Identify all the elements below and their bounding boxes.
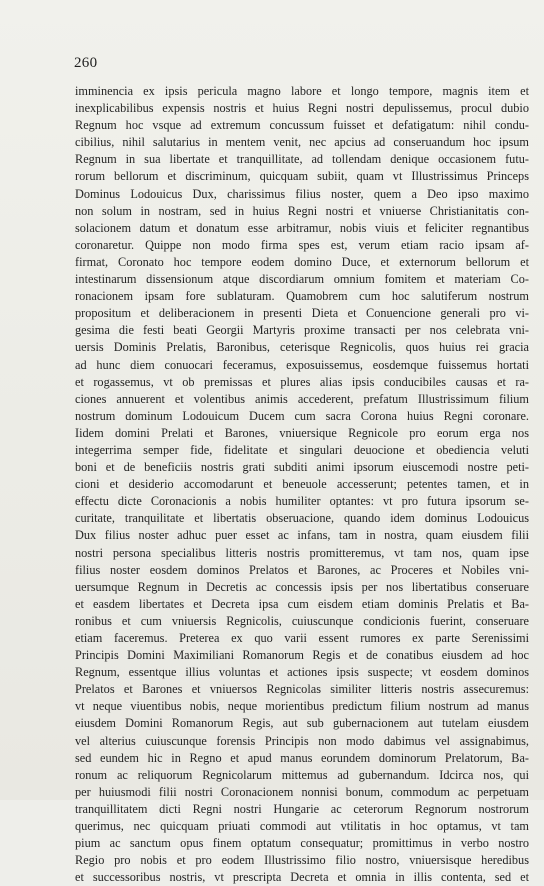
text-line: eiusdem Domini Romanorum Regis, aut sub gubernacionem aut tutelam eiusdem [75,716,529,731]
text-line: curitate, tranquilitate et libertatis obseruacione, quando idem dominus Lodouicus [75,511,529,526]
page-number: 260 [74,55,98,71]
text-line: integerrima semper fide, fidelitate et singulari deuocione et obediencia veluti [75,442,529,457]
text-line: ronibus et cum vniuersis Regnicolis, cuiuscunque condicionis fuerint, conseruare [75,613,529,628]
text-line: ronacionem ipsam fore sublaturam. Quamobrem cum hoc salutiferum nostrum [75,289,529,304]
text-line: cioni et desiderio accomodarunt et beneuole accesserunt; petentes tamen, et in [75,477,529,492]
text-line: firmat, Coronato hoc tempore eodem domino Duce, et externorum bellorum et [75,254,529,269]
text-line: coronaretur. Quippe non modo firma spes est, verum etiam racio ipsam af- [75,237,529,252]
text-line: tranquillitatem dicti Regni nostri Hungarie ac ceterorum Regnorum nostrorum [75,801,529,816]
text-line: ronum ac reliquorum Regnicolarum mittemus ad gubernandum. Idcirca nos, qui [75,767,529,782]
text-line: imminencia ex ipsis pericula magno labore et longo tempore, magnis item et [75,84,529,98]
text-line: ciones annuerent et volentibus animis accederent, prefatum Illustrissimum filium [75,391,529,406]
text-line: inexplicabilibus expensis nostris et huius Regni nostri depulissemus, procul dubio [75,101,529,116]
text-line: solacionem datum et donatum esse arbitramur, nobis viuis et feliciter regnantibus [75,220,529,235]
text-line: Regnum in sua libertate et tranquillitate, ad tollendam denique occasionem futu- [75,152,529,167]
text-line: et easdem libertates et Decreta ipsa cum eisdem etiam dominis Prelatis et Ba- [75,596,529,611]
text-line: Prelatos et Barones et vniuersos Regnicolas similiter litteris nostris assecuremus: [75,682,529,697]
text-line: boni et de beneficiis nostris grati subditi animi ipsorum eiuscemodi nostre peti- [75,460,529,475]
text-line: nostrum dominum Lodouicum Ducem cum sacra Corona huius Regni coronare. [75,408,529,423]
text-line: sed eundem hic in Regno et apud manus eorundem dominorum Prelatorum, Ba- [75,750,529,765]
text-line: pium ac sanctum opus finem optatum consequatur; promittimus in verbo nostro [75,836,529,851]
text-line: Iidem domini Prelati et Barones, vniuersique Regnicole pro eorum erga nos [75,425,529,440]
text-line: intestinarum dissensionum atque discordiarum omnium fomitem et materiam Co- [75,272,529,287]
text-line: Principis Domini Maximiliani Romanorum Regis et de conatibus eiusdem ad hoc [75,648,529,663]
text-line: propositum et deliberacionem in presenti Dieta et Conuencione generali pro vi- [75,306,529,321]
text-line: per huiusmodi filii nostri Coronacionem nonnisi bonum, commodum ac perpetuam [75,784,529,799]
text-line: vt neque viuentibus nobis, neque morientibus predictum filium nostrum ad manus [75,699,529,714]
body-text [75,83,529,886]
text-line: Regio pro nobis et pro eodem Illustrissimo filio nostro, vniuersisque heredibus [75,853,529,868]
text-line: Dux filius noster adhuc puer esset ac infans, tam in nostra, quam eiusdem filii [75,528,529,543]
text-line: uersumque Regnum in Decretis ac concessis ipsis per nos libertatibus conseruare [75,579,529,594]
text-line: Regnum, essentque illius voluntas et actiones ipsis suspecte; vt eosdem dominos [75,665,529,680]
text-line: querimus, nec quicquam priuati commodi aut vtilitatis in hoc optamus, vt tam [75,819,529,834]
text-line: ad hunc diem conuocari feceramus, exposuissemus, eosdemque fuissemus hortati [75,357,529,372]
text-line: cibilius, nihil salutarius in mentem venit, nec apcius ad conseruandum hoc ipsum [75,135,529,150]
text-line: Dominus Lodouicus Dux, charissimus filius noster, quem a Deo ipso maximo [75,186,529,201]
text-line: rorum bellorum et discriminum, quicquam subiit, quam vt Illustrissimus Princeps [75,169,529,184]
text-line: filius noster eosdem dominos Prelatos et Barones, ac Proceres et Nobiles vni- [75,562,529,577]
text-line: et successoribus nostris, vt prescripta Decreta et omnia in illis contenta, sed et [75,870,529,885]
text-line: etiam faceremus. Preterea ex quo varii essent rumores ex parte Serenissimi [75,631,529,645]
text-line: uersis Dominis Prelatis, Baronibus, ceterisque Regnicolis, quos huius rei gracia [75,340,529,355]
text-line: gesima die festi beati Georgii Martyris proxime transacti per nos celebrata vni- [75,323,529,338]
text-line: effectu dicte Coronacionis a nobis humiliter optantes: vt pro futura ipsorum se- [75,494,529,509]
text-line: nostri persona specialibus litteris nostris promitteremus, vt tam nos, quam ipse [75,545,529,560]
text-line: Regnum hoc vsque ad extremum concussum fuisset et defatigatum: nihil condu- [75,118,529,133]
text-line: non solum in nostram, sed in huius Regni nostri et vniuerse Christianitatis con- [75,203,529,218]
text-line: et rogassemus, vt ob premissas et plures alias ipsis conducibiles causas et ra- [75,374,529,389]
text-line: vel alterius cuiuscunque forensis Principis non modo dabimus vel assignabimus, [75,733,529,748]
